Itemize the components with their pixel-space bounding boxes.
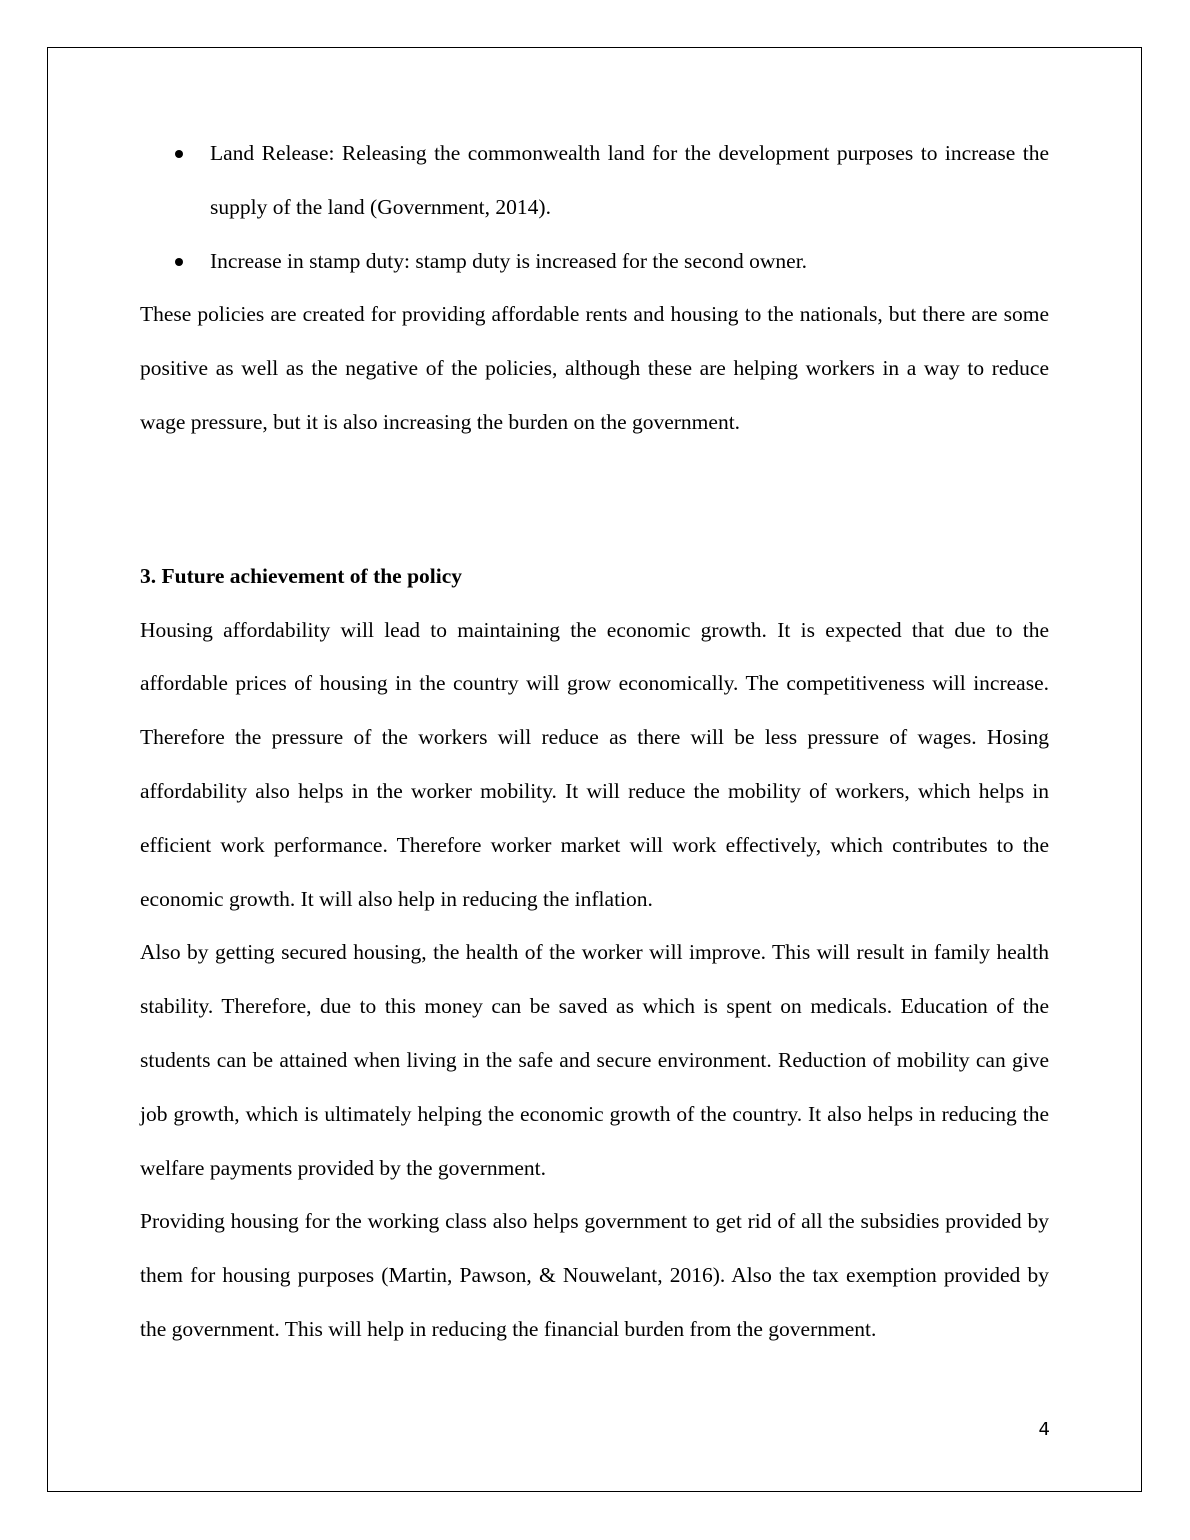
bullet-item-stamp-duty [140, 235, 1049, 289]
section-heading: 3. Future achievement of the policy [140, 563, 463, 588]
bullet-text: Land Release: Releasing the commonwealth land for the development purposes to increase the supply of the land (Government, 2014). [210, 141, 1049, 219]
bullet-dot-icon [175, 150, 183, 158]
intro-paragraph: These policies are created for providing affordable rents and housing to the nationals, but there are some positive as well as the negative of the policies, although these are helping workers in a way to reduce wage pressure, but it is also increasing the burden on the government. [140, 302, 1049, 434]
page-number: 4 [1038, 1419, 1050, 1440]
bullet-item-land-release [140, 127, 1049, 235]
paragraph-subsidies: Providing housing for the working class also helps government to get rid of all the subsidies provided by them for housing purposes (Martin, Pawson, & Nouwelant, 2016). Also the tax exemption provided by the government. This will help in reducing the financial burden from the government. [140, 1209, 1049, 1341]
bullet-dot-icon [175, 258, 183, 266]
section-spacer [140, 450, 1049, 550]
paragraph-economic-growth: Housing affordability will lead to maintaining the economic growth. It is expected that due to the affordable prices of housing in the country will grow economically. The competitiveness will increase. Therefore the pressure of the workers will reduce as there will be less pressure of wages. Hosing affordability also helps in the worker mobility. It will reduce the mobility of workers, which helps in efficient work performance. Therefore worker market will work effectively, which contributes to the economic growth. It will also help in reducing the inflation. [140, 617, 1049, 911]
bullet-text: Increase in stamp duty: stamp duty is increased for the second owner. [210, 248, 808, 273]
paragraph-health-stability: Also by getting secured housing, the health of the worker will improve. This will result in family health stability. Therefore, due to this money can be saved as which is spent on medicals. Education of the students can be attained when living in the safe and secure environment. Reduction of mobility can give job growth, which is ultimately helping the economic growth of the country. It also helps in reducing the welfare payments provided by the government. [140, 940, 1049, 1180]
document-body [140, 127, 1049, 1357]
policy-bullet-list [140, 127, 1049, 288]
